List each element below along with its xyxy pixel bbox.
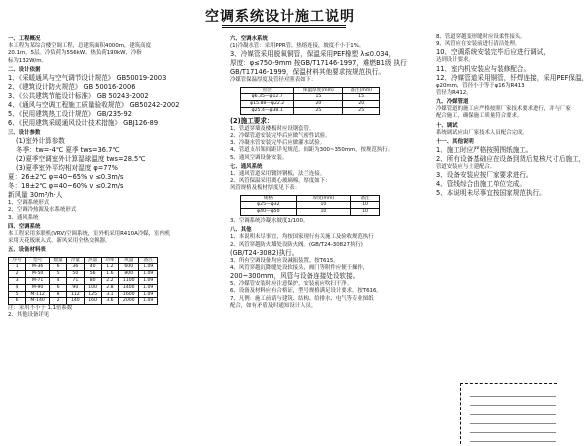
text-line: 3、空调系统冷凝水坡度1/100。 <box>230 218 309 225</box>
table-header-cell: 热量 <box>84 257 101 264</box>
ref-item: 2、《建筑设计防火规范》 GB 50016-2006 <box>8 83 136 92</box>
text-line: 3、冷媒管采用脱氧铜管，保温采用PEF橡塑 λ≤0.034， <box>230 50 396 59</box>
section-heading: 十、调试 <box>436 122 458 129</box>
table-header-cell: 功率 <box>101 257 118 264</box>
table-cell: 1 <box>9 264 26 271</box>
title-block-lines <box>470 388 556 442</box>
table-header-cell: 备注(mm) <box>343 87 380 94</box>
table-row <box>241 101 380 108</box>
text-line: (1)冷凝水管：采用PPR管，热熔连接，坡度不小于1%。 <box>230 43 365 50</box>
column-left <box>8 34 208 320</box>
table-cell: 1.6 <box>101 271 118 278</box>
table-cell: 10 <box>296 202 350 209</box>
table-row <box>9 264 158 271</box>
table-cell: 6 <box>49 264 66 271</box>
table-header-cell: 序号 <box>9 257 26 264</box>
text-line: 1、通风管道采用镀锌钢板，法兰连接。 <box>230 171 326 178</box>
table-cell: 160 <box>84 298 101 305</box>
param-line: 冬季：tw=-4℃ 夏季 tws=36.7℃ <box>16 146 120 155</box>
table-cell: 10 <box>351 202 380 209</box>
table-cell: φ25.4—φ38.1 <box>241 108 294 115</box>
table-cell: 10 <box>351 209 380 216</box>
text-line: 厚度：φ≤750-9mm 按GB/T17146-1997，难燃B1级 执行 <box>230 59 407 68</box>
text-line: 配合施工，确保施工质量符合要求。 <box>436 113 523 120</box>
list-item: 1、施工时应严格按照图纸施工。 <box>436 146 533 155</box>
section-heading: 十一、其他说明 <box>436 139 474 146</box>
table-cell: φ40—φ50 <box>241 209 297 216</box>
table-cell: 600 <box>119 264 139 271</box>
table-cell: 4 <box>49 278 66 285</box>
table-cell: 6 <box>9 298 26 305</box>
table-header-cell: 管径 <box>241 87 294 94</box>
table-cell: 20 <box>294 101 343 108</box>
table-cell: 140 <box>67 298 84 305</box>
table-row <box>9 291 158 298</box>
section-heading: 五、设备材料表 <box>8 247 46 254</box>
column-right <box>436 34 588 198</box>
table-header-row <box>9 257 158 264</box>
table-cell: 1.09 <box>139 298 158 305</box>
table-cell: 1100 <box>119 278 139 285</box>
list-item: 11、室内机安装应与装修配合。 <box>436 64 531 73</box>
table-cell: 5 <box>49 271 66 278</box>
list-item: 7、凡例：施工前请与建筑、结构、给排水、电气等专业图纸 <box>230 295 374 302</box>
table-cell: 40 <box>84 264 101 271</box>
table-header-cell: 备注 <box>139 257 158 264</box>
section-heading: 三、设计参数 <box>8 130 41 137</box>
title-block-row <box>470 397 556 406</box>
table-header-cell: 保温厚度(mm) <box>294 87 343 94</box>
table-header-row <box>241 87 380 94</box>
table-cell: 36 <box>67 264 84 271</box>
list-item: 1、管道穿墙及楼板时应设钢套管。 <box>230 125 315 132</box>
table-cell: 50 <box>67 271 84 278</box>
ref-item: 1、《采暖通风与空气调节设计规范》 GB50019-2003 <box>8 74 167 83</box>
ref-item: 6、《民用建筑采暖通风设计技术措施》 GBJ126-89 <box>8 119 159 128</box>
table-header-cell: 备注 <box>351 195 380 202</box>
title-underline-2 <box>222 27 346 28</box>
table-cell: 1.09 <box>139 284 158 291</box>
section-heading: 二、设计依据 <box>8 66 41 73</box>
table-cell: 25 <box>294 108 343 115</box>
text-line: 冷媒管道的施工应严格按照厂家技术要求进行，并与厂家 <box>436 106 571 113</box>
param-line: 夏：26±2℃ φ=40~65% v ≤0.3m/s <box>8 173 124 182</box>
section-heading: (2)施工要求： <box>230 116 274 125</box>
section-heading: 一、工程概况 <box>8 36 41 42</box>
table-cell: φ15.88—φ22.2 <box>241 101 294 108</box>
table-cell: M-90 <box>26 284 50 291</box>
title-block-row <box>470 388 556 397</box>
param-line: 冬：18±2℃ φ=40~60% v ≤0.2m/s <box>8 182 124 191</box>
ref-item: 5、《民用建筑热工设计规范》 GB/235-92 <box>8 110 132 119</box>
list-item: 12、冷媒管道采用铜管，钎焊连接，采用PEF保温， <box>436 73 588 82</box>
table-row <box>241 108 380 115</box>
list-item: 4、风管穿越沉降缝处设软接头，阀门等附件应便于操作， <box>230 265 369 272</box>
list-item: 5、通风空调设备安装。 <box>230 154 288 161</box>
text-line: 20.1m，5层。冷负荷为556kW，热负荷190kW，冷指 <box>8 50 142 57</box>
table-cell: 4 <box>9 284 26 291</box>
list-item: 2、风管穿越防火墙处设防火阀。(GB/T24-30827执行) <box>230 241 363 248</box>
list-item: 达到设计要求。 <box>436 57 474 64</box>
param-line: (2)夏季空调室外计算湿球温度 tws=28.5℃ <box>16 155 146 164</box>
list-item: 4、管道支吊架间距详见规范，间距为300~350mm，按规范执行。 <box>230 147 394 154</box>
title-block-row <box>470 433 556 442</box>
list-item: 管径为R412。 <box>436 89 472 96</box>
text-line: 本工程采用多联机(VRV)空调系统，室外机采用R410A冷媒，室内机 <box>8 231 171 238</box>
text-line: 风管规格及板材厚度见下表： <box>230 185 301 192</box>
table-cell: 8 <box>49 291 66 298</box>
column-middle <box>230 34 430 310</box>
table-cell: M-140 <box>26 298 50 305</box>
table-cell: 1600 <box>119 291 139 298</box>
table-cell: 2000 <box>119 298 139 305</box>
table-cell: 2.2 <box>101 278 118 285</box>
table-cell: 1400 <box>119 284 139 291</box>
table-cell: 800 <box>119 271 139 278</box>
text-line: 2、风管保温采用离心玻璃棉，厚度如下： <box>230 178 331 185</box>
note-item: 1、空调系统形式 <box>8 200 50 207</box>
text-line: 冷媒管保温厚度及管径对照表如下： <box>230 77 317 84</box>
table-cell: 1.2 <box>101 264 118 271</box>
section-heading: 六、空调水系统 <box>230 36 268 42</box>
list-item: 10、空调系统安装完毕后应进行调试， <box>436 48 550 57</box>
list-item: 5、冷媒管安装时应注意保护，安装前应吹扫干净。 <box>230 281 353 288</box>
text-line: GB/T17146-1999，保温材料其他要求按规范执行。 <box>230 68 385 77</box>
text-line: 本工程为某综合楼空调工程，总建筑面积4000m，建筑高度 <box>8 43 151 50</box>
table-cell: 3.6 <box>101 298 118 305</box>
list-item: 8、管道穿越变形缝时应设柔性接头。 <box>436 34 526 40</box>
table-row <box>241 202 380 209</box>
note-item: 3、通风系统 <box>8 214 39 221</box>
table-cell: 10 <box>296 209 350 216</box>
text-line: 采用天花板嵌入式，新风采用全热交换器。 <box>8 238 111 245</box>
list-item: 3、所有空调设备均应设减振装置。按T615。 <box>230 257 339 264</box>
table-row <box>9 298 158 305</box>
table-cell: M-112 <box>26 291 50 298</box>
list-item: 4、管线综合由施工单位完成。 <box>436 180 526 189</box>
table-header-cell: 数量 <box>49 257 66 264</box>
list-item: 配合，如有矛盾及时通知设计人员。 <box>230 302 317 309</box>
text-line: 2、其他设备详见 <box>8 312 50 319</box>
table-cell: 6 <box>49 284 66 291</box>
table-cell: M-36 <box>26 264 50 271</box>
list-item: 6、设备及材料应有合格证，型号规格满足设计要求。按T616。 <box>230 288 382 295</box>
table-cell: 25 <box>343 108 380 115</box>
text-line: 系统调试应由厂家技术人员配合完成。 <box>436 129 528 136</box>
table-cell: M-71 <box>26 278 50 285</box>
table-cell: 3 <box>9 278 26 285</box>
list-item: 3、冷凝水管安装完毕后应做灌水试验。 <box>230 140 326 147</box>
section-heading: 四、空调系统 <box>8 223 41 230</box>
note-item: 2、空调冷热源及水系统形式 <box>8 207 77 214</box>
param-line: (3)夏季室外平均相对湿度 φ=77% <box>16 164 118 173</box>
text-line: 标为132W/m。 <box>8 57 47 64</box>
section-heading: 八、其他 <box>230 227 252 234</box>
list-item: (GB/T24-3082)执行。 <box>230 248 299 257</box>
list-item: 1、本说明未尽事宜，均按国家现行有关施工及验收规范执行 <box>230 234 374 241</box>
param-line: 新风量 30m³/h·人 <box>8 191 63 200</box>
list-item: 5、本说明未尽事宜按国家规范执行。 <box>436 189 546 198</box>
table-cell: 15 <box>294 94 343 101</box>
title-block-row <box>470 406 556 415</box>
table-cell: φ6.35—φ12.7 <box>241 94 294 101</box>
table-cell: 1.09 <box>139 271 158 278</box>
list-item: 2、冷媒管道安装完毕后应做气密性试验。 <box>230 133 331 139</box>
list-item: 3、设备安装应按厂家要求进行。 <box>436 171 533 180</box>
title-block-row <box>470 415 556 424</box>
list-item: 管道安装应与土建配合。 <box>436 164 496 171</box>
insulation-table <box>240 87 380 115</box>
table-cell: 56 <box>84 271 101 278</box>
table-cell: 71 <box>67 278 84 285</box>
table-cell: 125 <box>84 291 101 298</box>
table-header-cell: 规格 <box>241 195 297 202</box>
table-cell: 80 <box>84 278 101 285</box>
title-underline <box>222 25 346 26</box>
table-row <box>9 278 158 285</box>
table-cell: 20 <box>343 101 380 108</box>
table-cell: 2 <box>9 271 26 278</box>
table-header-cell: 厚度(mm) <box>296 195 350 202</box>
duct-table <box>240 195 380 216</box>
table-cell: 90 <box>67 284 84 291</box>
list-item: 9、风管应在安装前进行清洁处理。 <box>436 41 521 48</box>
table-cell: φ25—φ32 <box>241 202 297 209</box>
table-cell: 1.09 <box>139 291 158 298</box>
table-cell: 1.09 <box>139 264 158 271</box>
equipment-table <box>8 257 158 306</box>
table-cell: 15 <box>343 94 380 101</box>
table-cell: 2.8 <box>101 284 118 291</box>
table-row <box>9 271 158 278</box>
table-header-row <box>241 195 380 202</box>
list-item: 2、所有设备基础应在设备到货后复核尺寸后施工， <box>436 155 586 164</box>
table-note: 注：采用不小于 1.1倍系数 <box>8 305 73 312</box>
table-row <box>241 209 380 216</box>
table-cell: 5 <box>9 291 26 298</box>
table-row <box>241 94 380 101</box>
table-cell: 112 <box>67 291 84 298</box>
list-item: φ20mm，管径小于等于φ16为R413 <box>436 82 525 89</box>
ref-item: 4、《通风与空调工程施工质量验收规范》 GB50242-2002 <box>8 101 180 110</box>
table-cell: 2 <box>49 298 66 305</box>
title-block-row <box>470 424 556 433</box>
table-row <box>9 284 158 291</box>
section-heading: 七、通风系统 <box>230 163 263 170</box>
table-cell: 100 <box>84 284 101 291</box>
list-item: 200~300mm，风管与设备连接处设软接。 <box>230 272 360 281</box>
param-line: (1)室外计算参数 <box>16 137 65 146</box>
table-cell: 1.09 <box>139 278 158 285</box>
table-header-cell: 风量 <box>119 257 139 264</box>
table-cell: 3.1 <box>101 291 118 298</box>
page-title: 空调系统设计施工说明 <box>205 9 355 25</box>
table-header-cell: 型号 <box>26 257 50 264</box>
ref-item: 3、《公共建筑节能设计标准》 GB 50243-2002 <box>8 92 149 101</box>
table-header-cell: 冷量 <box>67 257 84 264</box>
section-heading: 九、冷媒管道 <box>436 99 469 106</box>
table-cell: M-50 <box>26 271 50 278</box>
